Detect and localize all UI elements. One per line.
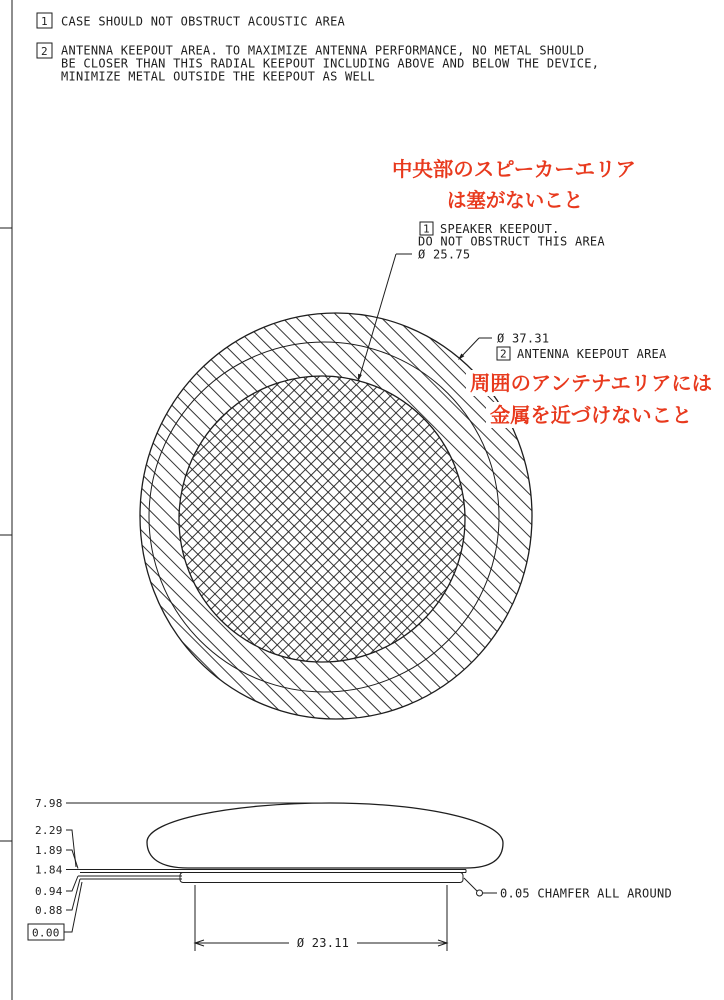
base-plate: [180, 873, 463, 883]
height-label: 0.88: [35, 904, 63, 917]
antenna-translation-line: 金属を近づけないこと: [490, 403, 692, 427]
antenna-diameter-label: Ø 37.31: [497, 331, 550, 346]
height-label: 0.94: [35, 885, 63, 898]
side-view: [28, 797, 672, 951]
speaker-diameter-label: Ø 25.75: [418, 247, 471, 262]
general-notes: [37, 13, 599, 84]
speaker-translation-line: は塞がないこと: [447, 188, 583, 212]
height-leader: [66, 830, 76, 867]
note-text-line: ANTENNA KEEPOUT AREA. TO MAXIMIZE ANTENNA PERFORMANCE, NO METAL SHOULD: [61, 43, 585, 58]
note-2: [37, 43, 599, 84]
speaker-callout-instruction: DO NOT OBSTRUCT THIS AREA: [418, 234, 605, 249]
antenna-translation-note: [466, 370, 716, 428]
height-label: 1.84: [35, 863, 63, 877]
height-leader: [66, 879, 80, 910]
height-leader: [66, 876, 78, 891]
chamfer-note: 0.05 CHAMFER ALL AROUND: [500, 886, 672, 901]
antenna-translation-line: 周囲のアンテナエリアには: [470, 371, 712, 395]
speaker-translation-line: 中央部のスピーカーエリア: [392, 157, 636, 181]
note-ref-number: 2: [500, 347, 507, 361]
note-ref-number: 1: [423, 222, 430, 236]
note-text: CASE SHOULD NOT OBSTRUCT ACOUSTIC AREA: [61, 14, 346, 29]
chamfer-leader: [464, 878, 477, 891]
height-label: 2.29: [35, 824, 63, 837]
antenna-callout-title: ANTENNA KEEPOUT AREA: [517, 347, 667, 361]
height-label: 0.00: [32, 926, 60, 940]
note-number: 2: [41, 45, 48, 58]
base-diameter-dimension: [195, 885, 447, 951]
top-view: [140, 222, 667, 719]
speaker-callout-title: SPEAKER KEEPOUT.: [440, 222, 560, 236]
height-label: 7.98: [35, 797, 63, 810]
antenna-callout: [458, 332, 667, 362]
note-number: 1: [41, 15, 48, 28]
chamfer-callout: [464, 878, 672, 901]
note-1: [37, 13, 346, 29]
note-text-line: BE CLOSER THAN THIS RADIAL KEEPOUT INCLUDING ABOVE AND BELOW THE DEVICE,: [61, 56, 600, 71]
note-text-line: MINIMIZE METAL OUTSIDE THE KEEPOUT AS WELL: [61, 69, 375, 84]
height-label: 1.89: [35, 844, 63, 857]
sheet-border: [0, 0, 12, 1000]
chamfer-leader-circle: [477, 890, 483, 896]
base-diameter-label: Ø 23.11: [296, 936, 350, 950]
speaker-keepout-area: [179, 376, 465, 662]
speaker-translation-note: [392, 157, 636, 212]
device-dome-profile: [147, 803, 503, 868]
